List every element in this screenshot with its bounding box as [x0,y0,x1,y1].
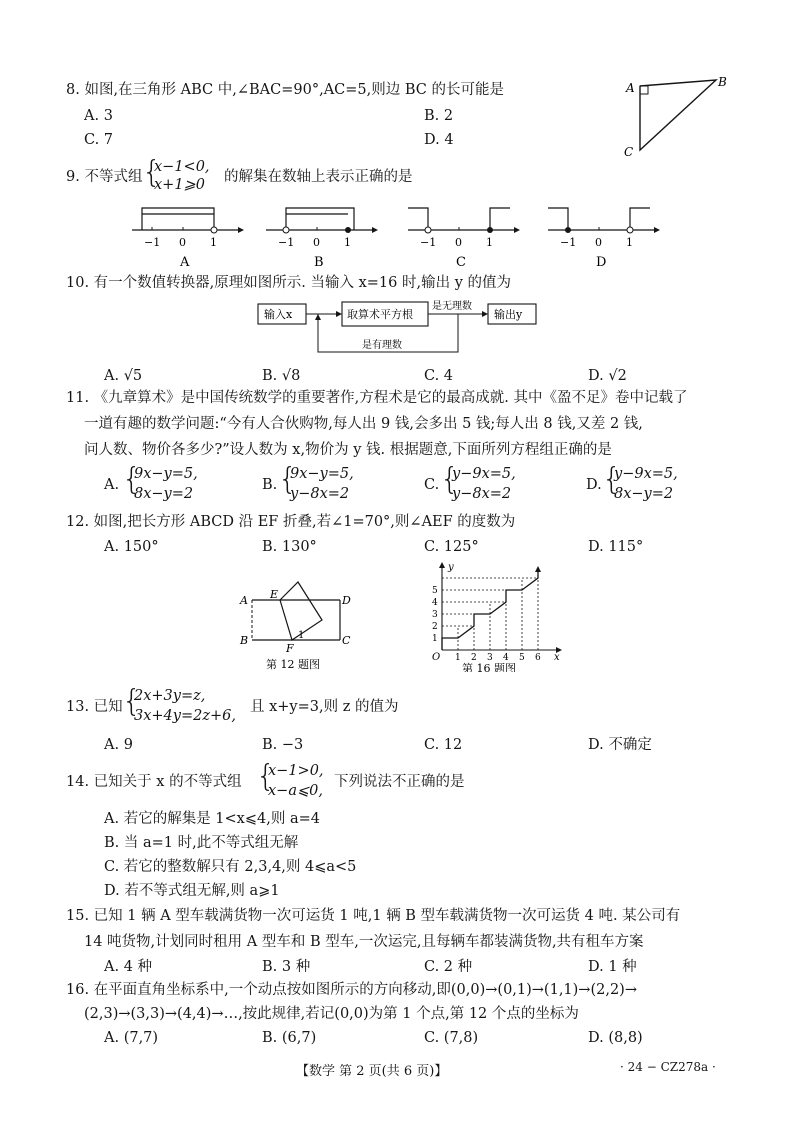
q14-option-a: A. 若它的解集是 1<x⩽4,则 a=4 [104,811,320,827]
svg-text:0: 0 [179,236,186,249]
svg-text:1: 1 [432,634,438,644]
q12-option-c: C. 125° [424,539,479,555]
q9-ineq-2: x+1⩾0 [154,177,205,193]
q10-flowchart [250,296,550,360]
q11-option-b-brace: { [278,462,298,497]
svg-text:1: 1 [455,653,461,663]
q9-number-lines [128,200,668,272]
q9-option-d-number-line [548,208,660,270]
q16-line-1: 16. 在平面直角坐标系中,一个动点按如图所示的方向移动,即(0,0)→(0,1)→(1,1)→(2,2)→ [66,982,637,998]
q16-option-a: A. (7,7) [104,1030,159,1046]
svg-text:3: 3 [432,610,438,620]
q10-process-box: 取算术平方根 [347,308,413,321]
q14-option-c: C. 若它的整数解只有 2,3,4,则 4⩽a<5 [104,859,357,875]
q8-label-b: B [718,75,727,89]
q9-brace: { [142,155,162,190]
q16-line-2: (2,3)→(3,3)→(4,4)→…,按此规律,若记(0,0)为第 1 个点,第 12 个点的坐标为 [84,1006,579,1022]
svg-text:3: 3 [487,653,493,663]
q14-ineq-2: x−a⩽0, [268,783,323,799]
q8-text: 8. 如图,在三角形 ABC 中,∠BAC=90°,AC=5,则边 BC 的长可能是 [66,82,504,98]
svg-text:−1: −1 [560,236,577,249]
q12-label-e: E [270,588,279,601]
q10-option-a: A. √5 [104,368,143,384]
q9-option-a-number-line [132,208,244,270]
svg-text:−1: −1 [420,236,437,249]
q11-option-a-brace: { [122,462,142,497]
q9-letter-c: C [456,255,466,270]
q15-option-b: B. 3 种 [262,959,311,975]
q10-output-box: 输出y [494,308,523,321]
q12-label-f: F [286,642,294,655]
q13-suffix: 且 x+y=3,则 z 的值为 [250,699,399,715]
q10-text: 10. 有一个数值转换器,原理如图所示. 当输入 x=16 时,输出 y 的值为 [66,275,512,291]
q9-prefix: 9. 不等式组 [66,169,143,185]
q11-option-b-eq1: 9x−y=5, [290,466,354,482]
paper-code: · 24 − CZ278a · [620,1060,716,1074]
q11-option-b-eq2: y−8x=2 [290,486,350,502]
q13-option-b: B. −3 [262,737,304,753]
q8-label-a: A [626,81,635,95]
q12-label-b: B [240,634,249,647]
q9-option-b-number-line [266,208,378,270]
q11-option-a-eq2: 8x−y=2 [134,486,194,502]
q15-line-2: 14 吨货物,计划同时租用 A 型车和 B 型车,一次运完,且每辆车都装满货物,共有租车方案 [84,934,644,950]
q11-option-c-brace: { [440,462,460,497]
svg-text:1: 1 [344,236,351,249]
q10-option-b: B. √8 [262,368,301,384]
q10-irrational-label: 是无理数 [432,301,472,312]
svg-text:4: 4 [432,598,438,608]
q12-fold-figure [236,572,366,672]
q11-option-d-eq2: 8x−y=2 [614,486,674,502]
q11-option-d-label: D. [586,477,602,493]
q9-letter-b: B [314,255,324,270]
q9-option-c-number-line [408,208,520,270]
q12-label-1: 1 [298,630,305,641]
q13-eq-2: 3x+4y=2z+6, [134,708,236,724]
q12-caption: 第 12 题图 [266,658,320,671]
q16-option-c: C. (7,8) [424,1030,479,1046]
q10-rational-label: 是有理数 [362,340,402,351]
q16-origin: O [432,652,441,663]
svg-text:5: 5 [432,586,438,596]
q11-option-c-eq1: y−9x=5, [452,466,516,482]
svg-text:2: 2 [471,653,477,663]
q16-x-axis-label: x [554,652,560,663]
svg-text:5: 5 [519,653,525,663]
q12-text: 12. 如图,把长方形 ABCD 沿 EF 折叠,若∠1=70°,则∠AEF 的度数为 [66,514,516,530]
q13-eq-1: 2x+3y=z, [134,688,206,704]
svg-text:−1: −1 [278,236,295,249]
q11-line-2: 一道有趣的数学问题:“今有人合伙购物,每人出 9 钱,会多出 5 钱;每人出 8 钱,又差 2 钱, [84,416,643,432]
q12-label-d: D [342,594,351,607]
q14-option-d: D. 若不等式组无解,则 a⩾1 [104,883,280,899]
q15-option-a: A. 4 种 [104,959,153,975]
q16-option-b: B. (6,7) [262,1030,317,1046]
q12-option-b: B. 130° [262,539,317,555]
svg-text:−1: −1 [144,236,161,249]
q16-caption: 第 16 题图 [462,662,516,672]
page-footer: 【数学 第 2 页(共 6 页)】 [296,1064,448,1079]
q10-option-c: C. 4 [424,368,454,384]
q11-line-3: 问人数、物价各多少?”设人数为 x,物价为 y 钱. 根据题意,下面所列方程组正确的是 [84,442,612,458]
q13-option-a: A. 9 [104,737,133,753]
q11-option-b-label: B. [262,477,278,493]
q13-prefix: 13. 已知 [66,699,123,715]
q11-option-a-eq1: 9x−y=5, [134,466,198,482]
svg-text:6: 6 [535,653,541,663]
q11-option-d-brace: { [602,462,622,497]
q8-option-a: A. 3 [84,108,113,124]
q11-line-1: 11. 《九章算术》是中国传统数学的重要著作,方程术是它的最高成就. 其中《盈不足》卷中记载了 [66,390,688,406]
q14-brace: { [256,759,276,794]
q11-option-c-eq2: y−8x=2 [452,486,512,502]
q14-prefix: 14. 已知关于 x 的不等式组 [66,774,242,790]
q8-label-c: C [624,145,634,159]
svg-text:1: 1 [210,236,217,249]
q13-option-d: D. 不确定 [588,737,652,753]
q14-option-b: B. 当 a=1 时,此不等式组无解 [104,835,299,851]
q9-ineq-1: x−1<0, [154,159,210,175]
q13-option-c: C. 12 [424,737,463,753]
svg-text:0: 0 [455,236,462,249]
q8-triangle-figure [616,72,736,162]
q11-option-c-label: C. [424,477,440,493]
svg-text:4: 4 [503,653,509,663]
q8-option-b: B. 2 [424,108,454,124]
svg-text:1: 1 [486,236,493,249]
q15-option-c: C. 2 种 [424,959,473,975]
svg-text:0: 0 [313,236,320,249]
q12-option-d: D. 115° [588,539,644,555]
q15-line-1: 15. 已知 1 辆 A 型车载满货物一次可运货 1 吨,1 辆 B 型车载满货物一次可运货 4 吨. 某公司有 [66,908,681,924]
q13-brace: { [122,684,142,719]
q14-suffix: 下列说法不正确的是 [334,774,465,790]
svg-text:2: 2 [432,622,438,632]
q10-input-box: 输入x [264,308,293,321]
svg-text:1: 1 [626,236,633,249]
q12-label-c: C [342,634,351,647]
q9-letter-a: A [180,255,190,270]
q16-coordinate-figure [424,560,564,672]
svg-text:0: 0 [595,236,602,249]
q8-option-d: D. 4 [424,132,454,148]
q11-option-d-eq1: y−9x=5, [614,466,678,482]
q16-y-axis-label: y [448,562,454,573]
q9-suffix: 的解集在数轴上表示正确的是 [224,169,413,185]
q12-option-a: A. 150° [104,539,159,555]
q16-option-d: D. (8,8) [588,1030,643,1046]
q9-letter-d: D [596,255,607,270]
q12-label-a: A [240,594,248,607]
q15-option-d: D. 1 种 [588,959,637,975]
q14-ineq-1: x−1>0, [268,763,324,779]
q11-option-a-label: A. [104,477,120,493]
q8-option-c: C. 7 [84,132,114,148]
q10-option-d: D. √2 [588,368,627,384]
